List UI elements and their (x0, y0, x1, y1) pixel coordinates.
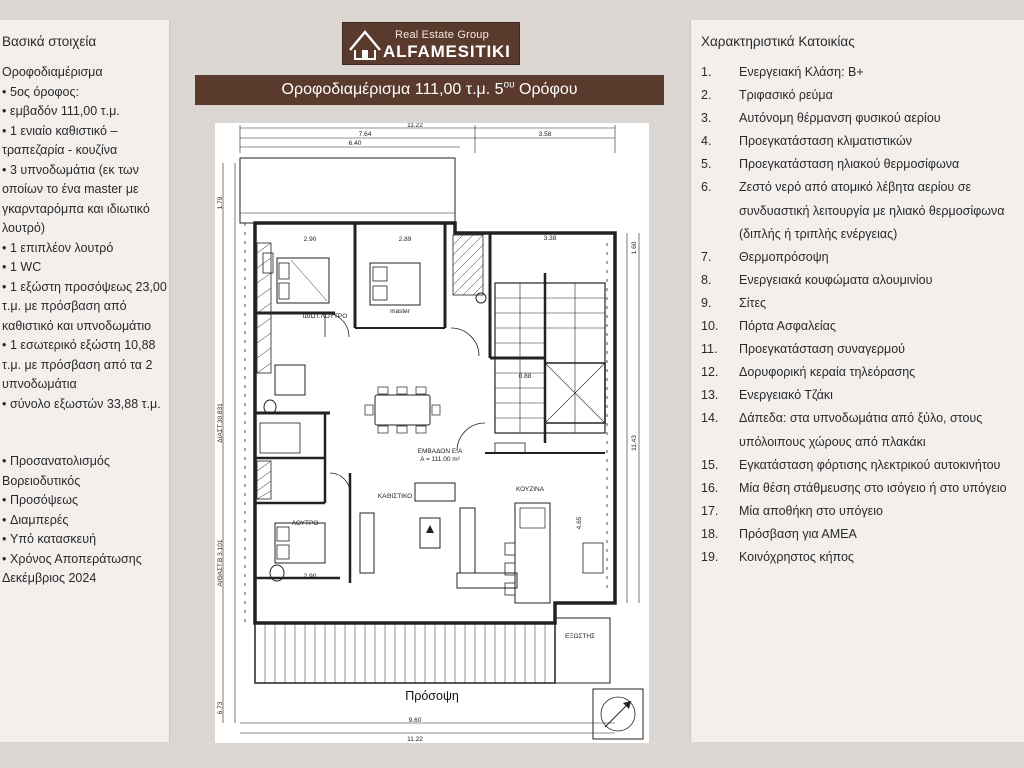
info-list-item (2, 102, 169, 122)
info-text: 1 επιπλέον λουτρό (10, 240, 114, 255)
feature-text: Προεγκατάσταση ηλιακού θερμοσίφωνα (739, 157, 960, 172)
feature-item (701, 292, 1024, 315)
info-list-item (2, 550, 169, 589)
dim-left-total: ΔΙΑΣΤ.30.831 (217, 403, 224, 443)
info-list-item (2, 511, 169, 531)
info-list-item (2, 258, 169, 278)
bullet-icon: • (2, 104, 7, 118)
dim-right-c: 11.43 (631, 435, 638, 451)
info-list-item (2, 530, 169, 550)
feature-number: 14. (701, 411, 719, 426)
info-text: 5ος όροφος: (10, 84, 79, 99)
bullet-icon: • (2, 162, 7, 177)
feature-item (701, 477, 1024, 500)
feature-text: Προεγκατάσταση συναγερμού (739, 342, 906, 357)
title-superscript: ου (503, 79, 515, 91)
bullet-icon: • (2, 123, 7, 138)
dim-mid-a: 2.90 (303, 573, 317, 580)
feature-number: 16. (701, 480, 719, 495)
info-list-item (2, 491, 169, 511)
feature-number: 5. (701, 157, 712, 172)
floor-plan (215, 123, 649, 743)
info-text: 3 υπνοδωμάτια (εκ των οποίων το ένα master με γκαρνταρόμπα και ιδιωτικό λουτρό) (2, 162, 150, 235)
house-logo-icon (347, 26, 383, 62)
dim-top-total: 11.22 (407, 123, 423, 129)
info-text: Προσανατολισμός Βορειοδυτικός (2, 454, 110, 488)
basic-info-list (2, 83, 169, 415)
feature-number: 1. (701, 65, 712, 79)
logo-tagline: Real Estate Group (395, 29, 489, 41)
feature-item (701, 176, 1024, 245)
feature-number: 17. (701, 503, 719, 518)
feature-number: 3. (701, 111, 712, 126)
features-title: Χαρακτηριστικά Κατοικίας (701, 34, 855, 49)
info-list-item (2, 278, 169, 337)
feature-number: 2. (701, 88, 712, 103)
bullet-icon: • (2, 240, 7, 255)
room-kitchen: ΚΟΥΖΙΝΑ (515, 486, 545, 493)
info-list-item (2, 336, 169, 395)
feature-item (701, 384, 1024, 407)
bullet-icon: • (2, 396, 7, 411)
page-title (195, 75, 664, 105)
room-bath: ΛΟΥΤΡΟ (291, 520, 319, 527)
info-list-item (2, 395, 169, 415)
bullet-icon: • (2, 84, 7, 99)
bullet-icon: • (2, 338, 7, 352)
feature-text: Πρόσβαση για ΑΜΕΑ (739, 526, 857, 541)
dim-stair: 3.38 (543, 235, 557, 242)
info-text: Διαμπερές (10, 512, 69, 527)
dim-left-bottom: 6.73 (217, 701, 224, 715)
info-list-item (2, 161, 169, 239)
feature-number: 12. (701, 365, 719, 380)
area-value: A = 111.00 m² (420, 456, 460, 463)
feature-number: 19. (701, 549, 719, 564)
info-text: Χρόνος Αποπεράτωσης Δεκέμβριος 2024 (2, 551, 142, 585)
feature-number: 6. (701, 180, 712, 195)
info-text: σύνολο εξωστών 33,88 τ.μ. (10, 396, 161, 411)
dim-bottom-total: 11.22 (407, 736, 423, 743)
location-info-list (2, 452, 169, 589)
feature-number: 13. (701, 388, 719, 403)
feature-number: 15. (701, 457, 719, 472)
feature-text: Δορυφορική κεραία τηλεόρασης (739, 365, 916, 380)
bullet-icon: • (2, 454, 7, 468)
basic-info-panel (0, 20, 170, 742)
feature-text: Κοινόχρηστος κήπος (739, 549, 854, 564)
room-master-bath: ΙΔΙΩΤ.ΛΟΥΤΡΟ (302, 313, 348, 320)
feature-number: 11. (701, 342, 718, 357)
dim-mid-b: 0.88 (518, 373, 532, 380)
info-text: 1 ενιαίο καθιστικό – τραπεζαρία - κουζίνα (2, 123, 118, 157)
feature-item (701, 153, 1024, 176)
bullet-icon: • (2, 512, 7, 527)
info-text: εμβαδόν 111,00 τ.μ. (10, 104, 120, 118)
facade-label: Πρόσοψη (405, 689, 459, 703)
feature-text: Τριφασικό ρεύμα (739, 88, 833, 103)
info-list-item (2, 122, 169, 161)
feature-text: Ζεστό νερό από ατομικό λέβητα αερίου σε συνδυαστική λειτουργία με ηλιακό θερμοσίφωνα (διπλής ή τριπλής ενέργειας) (739, 180, 1005, 241)
title-main: Οροφοδιαμέρισμα 111,00 τ.μ. 5 (281, 81, 504, 98)
features-panel (690, 20, 1024, 742)
feature-item (701, 84, 1024, 107)
feature-text: Ενεργειακό Τζάκι (739, 388, 833, 403)
dim-bottom-a: 9.60 (408, 717, 422, 724)
feature-item (701, 107, 1024, 130)
feature-number: 7. (701, 249, 712, 264)
title-tail: Ορόφου (514, 81, 578, 98)
feature-item (701, 500, 1024, 523)
floor-plan-drawing (215, 123, 649, 743)
bullet-icon: • (2, 260, 7, 274)
info-list-item (2, 452, 169, 491)
feature-item (701, 269, 1024, 292)
feature-text: Εγκατάσταση φόρτισης ηλεκτρικού αυτοκινήτου (739, 457, 1001, 472)
dim-room-b: 2.89 (398, 236, 412, 243)
basic-info-title: Βασικά στοιχεία (2, 34, 97, 49)
info-text: 1 WC (10, 260, 42, 274)
bullet-icon: • (2, 551, 7, 566)
feature-text: Πόρτα Ασφαλείας (739, 319, 836, 334)
feature-number: 9. (701, 295, 712, 310)
logo-brand: ALFAMESITIKI (383, 42, 511, 61)
feature-text: Μία αποθήκη στο υπόγειο (739, 503, 883, 518)
dim-top-c: 6.40 (348, 140, 362, 147)
feature-text: Μία θέση στάθμευσης στο ισόγειο ή στο υπόγειο (739, 480, 1007, 495)
info-text: 1 εσωτερικό εξώστη 10,88 τ.μ. με πρόσβαση από τα 2 υπνοδωμάτια (2, 338, 156, 391)
dim-top-a: 7.64 (358, 131, 372, 138)
area-note: ΕΜΒΑΔΟΝ Ε.Α (417, 448, 463, 455)
dim-left-top: 1.79 (217, 196, 224, 210)
feature-text: Ενεργειακή Κλάση: Β+ (739, 65, 864, 79)
info-text: Προσόψεως (10, 493, 79, 507)
feature-text: Προεγκατάσταση κλιματιστικών (739, 134, 913, 149)
feature-text: Θερμοπρόσοψη (739, 249, 829, 264)
feature-item (701, 130, 1024, 153)
feature-item (701, 546, 1024, 569)
property-type: Οροφοδιαμέρισμα (2, 65, 103, 79)
feature-text: Αυτόνομη θέρμανση φυσικού αερίου (739, 111, 941, 126)
room-terrace: ΕΞΩΣΤΗΣ (564, 633, 596, 640)
feature-item (701, 407, 1024, 453)
info-text: 1 εξώστη προσόψεως 23,00 τ.μ. με πρόσβαση από καθιστικό και υπνοδωμάτιο (2, 279, 167, 333)
bullet-icon: • (2, 493, 7, 507)
feature-number: 18. (701, 526, 719, 541)
dim-right-a: 1.60 (631, 241, 638, 255)
feature-item (701, 454, 1024, 477)
feature-text: Ενεργειακά κουφώματα αλουμινίου (739, 272, 933, 287)
feature-number: 10. (701, 319, 719, 334)
info-text: Υπό κατασκευή (10, 532, 97, 546)
feature-text: Σίτες (739, 295, 767, 310)
feature-item (701, 61, 1024, 84)
dim-right-b: 4.65 (576, 516, 583, 530)
feature-number: 4. (701, 134, 712, 149)
info-list-item (2, 83, 169, 103)
feature-text: Δάπεδα: στα υπνοδωμάτια από ξύλο, στους υπόλοιπους χώρους από πλακάκι (739, 411, 983, 449)
dim-top-b: 3.58 (538, 131, 552, 138)
room-living: ΚΑΘΙΣΤΙΚΟ (377, 493, 413, 500)
feature-number: 8. (701, 272, 712, 287)
info-list-item (2, 239, 169, 259)
feature-item (701, 315, 1024, 338)
feature-item (701, 246, 1024, 269)
feature-item (701, 338, 1024, 361)
dim-left-lower: ΑΙΘΑΣΤ.Β 3.101 (217, 539, 224, 587)
room-master: master (390, 308, 410, 315)
company-logo (342, 22, 520, 65)
bullet-icon: • (2, 532, 7, 546)
dim-room-a: 2.90 (303, 236, 317, 243)
feature-item (701, 361, 1024, 384)
feature-item (701, 523, 1024, 546)
features-list (701, 61, 1024, 569)
bullet-icon: • (2, 279, 7, 294)
